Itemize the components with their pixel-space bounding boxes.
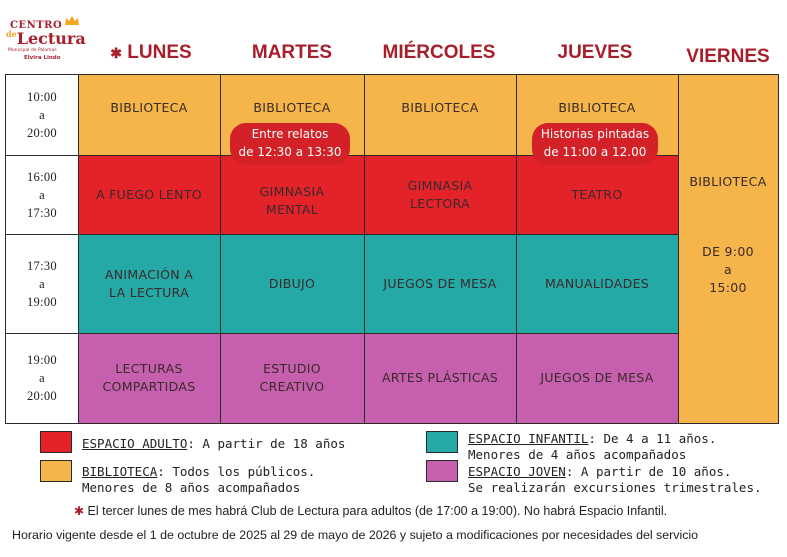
logo-line4: Elvira Lindo [24,55,61,61]
cell-lunes-joven: LECTURAS COMPARTIDAS [78,333,220,423]
grid-line [6,333,678,334]
note-club-lectura: ✱ El tercer lunes de mes habrá Club de Lectura para adultos (de 17:00 a 19:00). No habrá Espacio Infantil. [74,504,668,518]
viernes-title: BIBLIOTECA [689,174,767,189]
centro-de-lectura-logo [6,14,86,62]
asterisk-icon: ✱ [74,504,85,518]
viernes-hours-sep: a [724,262,732,277]
cell-miercoles-joven: ARTES PLÁSTICAS [364,333,516,423]
cell-lunes-adulto: A FUEGO LENTO [78,155,220,234]
grid-line [516,75,517,423]
legend-biblioteca: BIBLIOTECA: Todos los públicos. Menores de 8 años acompañados [82,464,316,495]
cell-miercoles-biblioteca: BIBLIOTECA [364,75,516,155]
logo-line3: Municipal de Palomas [8,48,57,53]
pill-entre-relatos: Entre relatos de 12:30 a 13:30 [230,123,350,165]
legend-swatch-infantil [426,431,458,453]
legend-joven: ESPACIO JOVEN: A partir de 10 años. Se realizarán excursiones trimestrales. [468,464,762,495]
asterisk-icon: ✱ [110,45,123,61]
pill-historias-pintadas: Historias pintadas de 11:00 a 12.00 [532,123,658,165]
cell-lunes-biblioteca: BIBLIOTECA [78,75,220,155]
viernes-hours-from: DE 9:00 [702,244,754,259]
day-header-martes: MARTES [251,42,333,63]
grid-line [364,75,365,423]
crown-icon [64,15,80,27]
logo-line1: CENTRO [10,20,63,31]
day-header-jueves: JUEVES [557,42,633,63]
cell-martes-adulto: GIMNASIA MENTAL [220,155,364,234]
cell-martes-joven: ESTUDIO CREATIVO [220,333,364,423]
cell-miercoles-adulto: GIMNASIA LECTORA [364,155,516,234]
viernes-hours-to: 15:00 [709,280,747,295]
legend-adulto: ESPACIO ADULTO: A partir de 18 años [82,436,346,451]
cell-jueves-adulto: TEATRO [516,155,678,234]
cell-martes-biblioteca: BIBLIOTECA [220,75,364,155]
day-header-viernes: VIERNES [686,46,770,67]
legend-swatch-adulto [40,431,72,453]
legend-swatch-biblioteca [40,460,72,482]
grid-line [220,75,221,423]
cell-jueves-infantil: MANUALIDADES [516,234,678,333]
time-slot-3: 17:30 a 19:00 [27,258,57,309]
legend-swatch-joven [426,460,458,482]
time-slot-2: 16:00 a 17:30 [27,169,57,220]
day-header-miercoles: MIÉRCOLES [382,42,496,63]
grid-line [678,75,679,423]
schedule-grid [5,74,779,424]
day-header-lunes: ✱ LUNES [110,42,192,63]
cell-viernes-biblioteca [678,75,778,423]
logo-line2: $^{de}$Lectura [6,29,86,48]
cell-lunes-infantil: ANIMACIÓN A LA LECTURA [78,234,220,333]
cell-jueves-biblioteca: BIBLIOTECA [516,75,678,155]
cell-martes-infantil: DIBUJO [220,234,364,333]
time-slot-4: 19:00 a 20:00 [27,353,57,403]
cell-miercoles-infantil: JUEGOS DE MESA [364,234,516,333]
time-slot-1: 10:00 a 20:00 [27,90,57,140]
cell-jueves-joven: JUEGOS DE MESA [516,333,678,423]
note-horario: Horario vigente desde el 1 de octubre de 2025 al 29 de mayo de 2026 y sujeto a modificaciones por necesidades del servicio [12,528,699,542]
grid-line [78,75,79,423]
legend-infantil: ESPACIO INFANTIL: De 4 a 11 años. Menores de 4 años acompañados [468,431,717,462]
grid-line [6,234,678,235]
